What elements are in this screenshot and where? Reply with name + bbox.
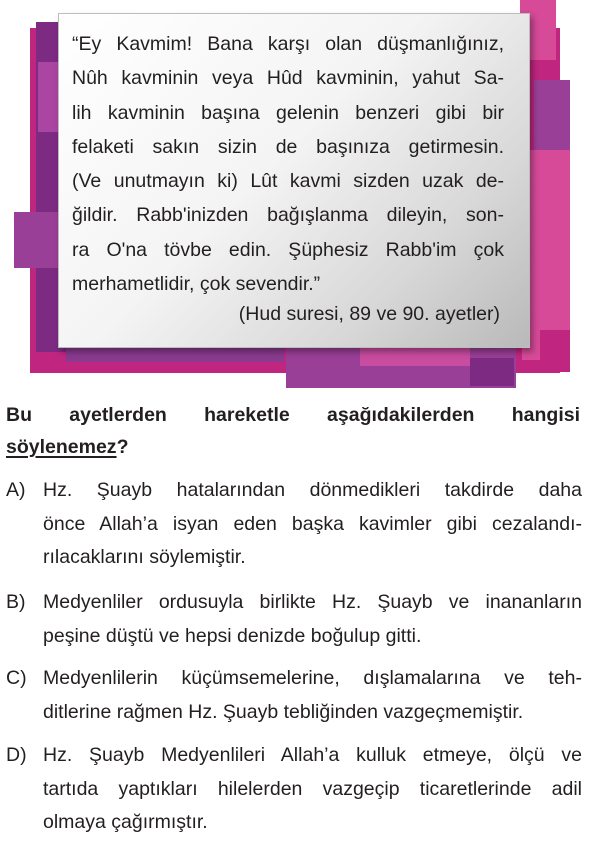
deco-block: [470, 358, 514, 386]
quote-line: lih kavminin başına gelenin benzeri gibi bir: [72, 101, 504, 124]
question-emphasis: söylenemez: [6, 436, 117, 458]
option-line: Hz. Şuayb hatalarından dönmedikleri takdirde daha: [43, 479, 582, 501]
option-text: [43, 586, 582, 653]
option-line: ditlerine rağmen Hz. Şuayb tebliğinden vazgeçmemiştir.: [43, 700, 524, 723]
quote-line: Nûh kavminin veya Hûd kavminin, yahut Sa-: [72, 67, 504, 90]
option-line: Medyenliler ordusuyla birlikte Hz. Şuayb ve inananların: [43, 591, 582, 613]
quote-line: “Ey Kavmim! Bana karşı olan düşmanlığınız,: [72, 33, 504, 55]
quote-line: ra O'na tövbe edin. Şüphesiz Rabb'im çok: [72, 238, 504, 261]
option-line: tartıda yaptıkları hilelerden vazgeçip ticaretlerinde adil: [43, 777, 582, 800]
quote-line: felaketi sakın sizin de başınıza getirmesin.: [72, 135, 504, 158]
question-stem: [6, 399, 580, 463]
quote-text: [72, 27, 504, 301]
quote-line: (Ve unutmayın ki) Lût kavmi sizden uzak de-: [72, 170, 504, 193]
deco-block: [360, 346, 470, 366]
quote-citation: (Hud suresi, 89 ve 90. ayetler): [238, 303, 500, 325]
option-text: [43, 662, 582, 729]
option-text: [43, 739, 582, 840]
option-line: rılacaklarını söylemiştir.: [43, 546, 246, 568]
quote-line: ğildir. Rabb'inizden bağışlanma dileyin, son-: [72, 204, 504, 227]
option-line: Medyenlilerin küçümsemelerine, dışlamalarına ve teh-: [43, 667, 582, 689]
option-text: [43, 474, 582, 575]
deco-block: [66, 346, 284, 362]
deco-block: [14, 212, 58, 268]
option-line: olmaya çağırmıştır.: [43, 811, 208, 833]
question-line: [6, 431, 580, 463]
question-line: Bu ayetlerden hareketle aşağıdakilerden hangisi: [6, 404, 580, 426]
option-letter: B): [6, 591, 26, 613]
option-letter: A): [6, 479, 26, 501]
option-letter: D): [6, 744, 27, 766]
option-line: peşine düştü ve hepsi denizde boğulup gitti.: [43, 624, 422, 647]
quote-line: merhametlidir, çok sevendir.”: [72, 273, 321, 296]
deco-block: [540, 330, 570, 372]
question-mark: ?: [116, 436, 129, 458]
option-line: önce Allah’a isyan eden başka kavimler gibi cezalandı-: [43, 512, 582, 535]
option-line: Hz. Şuayb Medyenlileri Allah’a kulluk etmeye, ölçü ve: [43, 744, 582, 766]
option-letter: C): [6, 667, 27, 689]
